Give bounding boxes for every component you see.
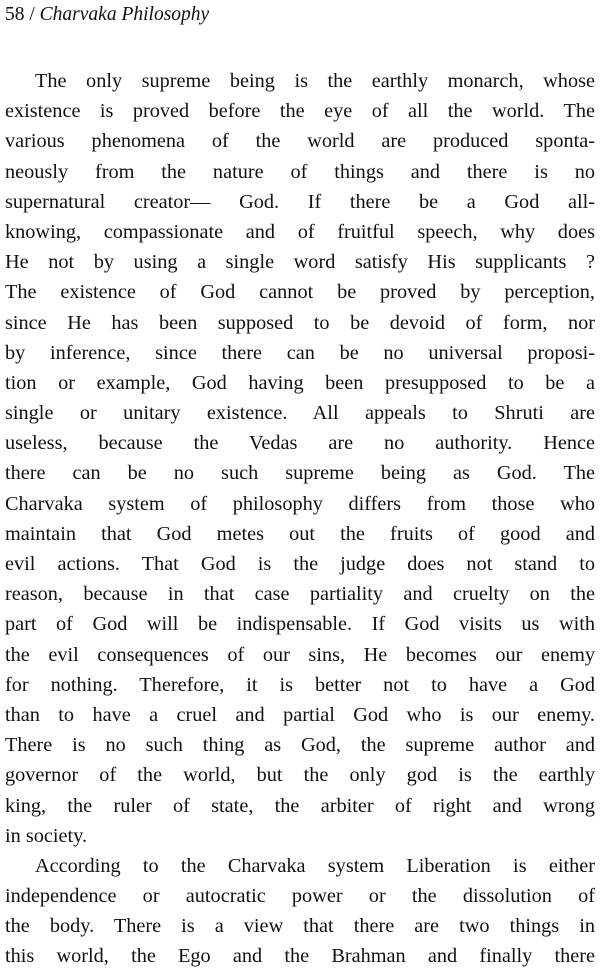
body-text <box>5 66 595 972</box>
text-line: part of God will be indispensable. If God visits us with <box>5 613 595 636</box>
text-line: than to have a cruel and partial God who is our enemy. <box>5 703 595 726</box>
text-line: reason, because in that case partiality and cruelty on the <box>5 583 595 606</box>
text-line: According to the Charvaka system Liberation is either <box>35 854 595 877</box>
running-head <box>5 2 209 28</box>
paragraph-1 <box>5 66 595 851</box>
text-line: tion or example, God having been presupposed to be a <box>5 371 595 394</box>
page-number: 58 <box>5 4 25 25</box>
header-separator: / <box>29 4 35 25</box>
text-line: useless, because the Vedas are no authority. Hence <box>5 432 595 455</box>
text-line: there can be no such supreme being as God. The <box>5 462 595 485</box>
text-line: Charvaka system of philosophy differs from those who <box>5 492 595 515</box>
text-line: He not by using a single word satisfy His supplicants ? <box>5 251 595 274</box>
text-line: existence is proved before the eye of all the world. The <box>5 100 595 123</box>
text-line: The only supreme being is the earthly monarch, whose <box>35 70 595 92</box>
text-line: king, the ruler of state, the arbiter of right and wrong <box>5 794 595 817</box>
text-line: supernatural creator— God. If there be a God all- <box>5 190 595 213</box>
text-line: knowing, compassionate and of fruitful speech, why does <box>5 220 595 243</box>
text-line: in society. <box>5 824 88 847</box>
text-line: neously from the nature of things and there is no <box>5 160 595 183</box>
text-line: single or unitary existence. All appeals to Shruti are <box>5 402 595 425</box>
text-line: The existence of God cannot be proved by perception, <box>5 281 595 304</box>
text-line: There is no such thing as God, the supreme author and <box>5 734 595 757</box>
text-line: governor of the world, but the only god is the earthly <box>5 764 595 787</box>
book-title: Charvaka Philosophy <box>39 4 210 25</box>
text-line: since He has been supposed to be devoid of form, nor <box>5 311 595 334</box>
text-line: for nothing. Therefore, it is better not to have a God <box>5 673 595 696</box>
text-line: various phenomena of the world are produced sponta- <box>5 130 595 153</box>
text-line: independence or autocratic power or the dissolution of <box>5 885 595 908</box>
text-line: maintain that God metes out the fruits of good and <box>5 522 595 545</box>
text-line: this world, the Ego and the Brahman and finally there <box>5 945 595 968</box>
text-line: the body. There is a view that there are two things in <box>5 915 595 938</box>
text-line: by inference, since there can be no universal proposi- <box>5 341 595 364</box>
paragraph-2 <box>5 851 595 972</box>
text-line: the evil consequences of our sins, He becomes our enemy <box>5 643 595 666</box>
text-line: evil actions. That God is the judge does not stand to <box>5 553 595 575</box>
